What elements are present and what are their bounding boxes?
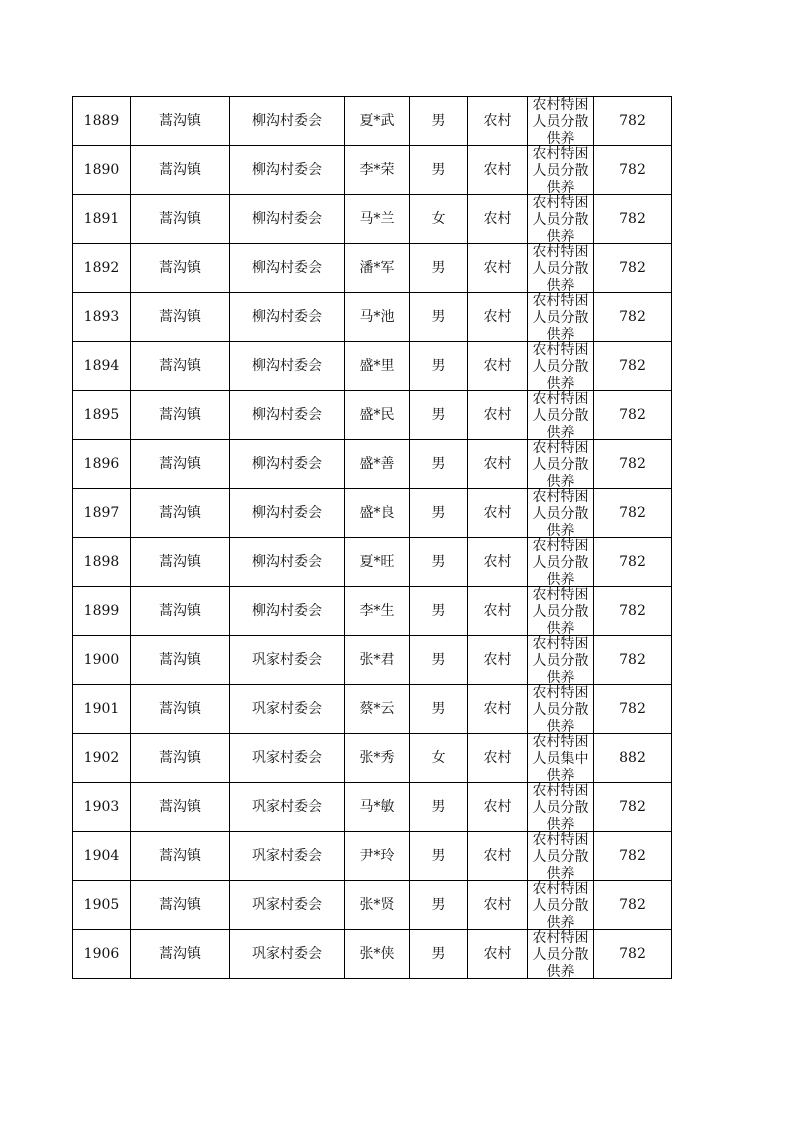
amount-cell: 782	[594, 244, 672, 293]
town-cell: 蒿沟镇	[131, 244, 230, 293]
row-number-cell: 1899	[73, 587, 131, 636]
table-row	[73, 636, 672, 685]
support-category-text: 农村特困人员分散供养	[532, 831, 589, 880]
town-cell: 蒿沟镇	[131, 783, 230, 832]
area-type-cell: 农村	[468, 146, 528, 195]
village-committee-cell: 巩家村委会	[230, 685, 345, 734]
row-number-cell: 1904	[73, 832, 131, 881]
area-type-cell: 农村	[468, 293, 528, 342]
person-name-cell: 李*生	[345, 587, 410, 636]
table-row	[73, 293, 672, 342]
area-type-cell: 农村	[468, 685, 528, 734]
support-category-cell	[528, 538, 594, 587]
support-category-cell	[528, 244, 594, 293]
town-cell: 蒿沟镇	[131, 734, 230, 783]
support-category-cell	[528, 685, 594, 734]
row-number-cell: 1897	[73, 489, 131, 538]
village-committee-cell: 柳沟村委会	[230, 195, 345, 244]
support-category-text: 农村特困人员分散供养	[532, 880, 589, 929]
table-row	[73, 97, 672, 146]
support-category-cell	[528, 832, 594, 881]
support-category-text: 农村特困人员分散供养	[532, 292, 589, 341]
support-category-text: 农村特困人员集中供养	[532, 733, 589, 782]
table-row	[73, 832, 672, 881]
support-category-text: 农村特困人员分散供养	[532, 635, 589, 684]
support-category-text: 农村特困人员分散供养	[532, 96, 589, 145]
area-type-cell: 农村	[468, 587, 528, 636]
town-cell: 蒿沟镇	[131, 832, 230, 881]
table-row	[73, 342, 672, 391]
town-cell: 蒿沟镇	[131, 930, 230, 979]
town-cell: 蒿沟镇	[131, 195, 230, 244]
town-cell: 蒿沟镇	[131, 489, 230, 538]
gender-cell: 男	[410, 636, 468, 685]
gender-cell: 男	[410, 832, 468, 881]
table-row	[73, 685, 672, 734]
row-number-cell: 1905	[73, 881, 131, 930]
support-category-cell	[528, 587, 594, 636]
village-committee-cell: 柳沟村委会	[230, 440, 345, 489]
amount-cell: 782	[594, 587, 672, 636]
row-number-cell: 1898	[73, 538, 131, 587]
village-committee-cell: 柳沟村委会	[230, 538, 345, 587]
amount-cell: 782	[594, 881, 672, 930]
support-category-text: 农村特困人员分散供养	[532, 537, 589, 586]
amount-cell: 782	[594, 195, 672, 244]
person-name-cell: 马*敏	[345, 783, 410, 832]
gender-cell: 男	[410, 587, 468, 636]
town-cell: 蒿沟镇	[131, 881, 230, 930]
gender-cell: 男	[410, 489, 468, 538]
table-row	[73, 489, 672, 538]
support-category-cell	[528, 391, 594, 440]
gender-cell: 男	[410, 97, 468, 146]
area-type-cell: 农村	[468, 391, 528, 440]
area-type-cell: 农村	[468, 195, 528, 244]
person-name-cell: 李*荣	[345, 146, 410, 195]
support-category-text: 农村特困人员分散供养	[532, 684, 589, 733]
support-category-cell	[528, 293, 594, 342]
row-number-cell: 1894	[73, 342, 131, 391]
village-committee-cell: 柳沟村委会	[230, 293, 345, 342]
town-cell: 蒿沟镇	[131, 587, 230, 636]
support-category-text: 农村特困人员分散供养	[532, 439, 589, 488]
amount-cell: 782	[594, 930, 672, 979]
amount-cell: 782	[594, 685, 672, 734]
row-number-cell: 1903	[73, 783, 131, 832]
town-cell: 蒿沟镇	[131, 342, 230, 391]
amount-cell: 782	[594, 538, 672, 587]
person-name-cell: 蔡*云	[345, 685, 410, 734]
amount-cell: 782	[594, 440, 672, 489]
person-name-cell: 夏*武	[345, 97, 410, 146]
amount-cell: 782	[594, 783, 672, 832]
amount-cell: 782	[594, 391, 672, 440]
support-category-text: 农村特困人员分散供养	[532, 194, 589, 243]
row-number-cell: 1892	[73, 244, 131, 293]
gender-cell: 男	[410, 293, 468, 342]
village-committee-cell: 巩家村委会	[230, 636, 345, 685]
gender-cell: 男	[410, 538, 468, 587]
village-committee-cell: 巩家村委会	[230, 881, 345, 930]
support-category-cell	[528, 636, 594, 685]
person-name-cell: 夏*旺	[345, 538, 410, 587]
amount-cell: 782	[594, 97, 672, 146]
area-type-cell: 农村	[468, 97, 528, 146]
row-number-cell: 1900	[73, 636, 131, 685]
town-cell: 蒿沟镇	[131, 293, 230, 342]
amount-cell: 882	[594, 734, 672, 783]
gender-cell: 男	[410, 244, 468, 293]
area-type-cell: 农村	[468, 244, 528, 293]
person-name-cell: 张*侠	[345, 930, 410, 979]
amount-cell: 782	[594, 636, 672, 685]
village-committee-cell: 巩家村委会	[230, 930, 345, 979]
data-table	[72, 96, 672, 979]
person-name-cell: 潘*军	[345, 244, 410, 293]
support-category-text: 农村特困人员分散供养	[532, 782, 589, 831]
town-cell: 蒿沟镇	[131, 440, 230, 489]
area-type-cell: 农村	[468, 832, 528, 881]
gender-cell: 男	[410, 440, 468, 489]
support-category-text: 农村特困人员分散供养	[532, 390, 589, 439]
town-cell: 蒿沟镇	[131, 146, 230, 195]
person-name-cell: 马*兰	[345, 195, 410, 244]
town-cell: 蒿沟镇	[131, 685, 230, 734]
area-type-cell: 农村	[468, 342, 528, 391]
support-category-cell	[528, 146, 594, 195]
village-committee-cell: 巩家村委会	[230, 734, 345, 783]
table-row	[73, 930, 672, 979]
support-category-cell	[528, 930, 594, 979]
support-category-cell	[528, 97, 594, 146]
area-type-cell: 农村	[468, 440, 528, 489]
village-committee-cell: 柳沟村委会	[230, 146, 345, 195]
table-row	[73, 146, 672, 195]
gender-cell: 男	[410, 930, 468, 979]
area-type-cell: 农村	[468, 930, 528, 979]
town-cell: 蒿沟镇	[131, 97, 230, 146]
area-type-cell: 农村	[468, 734, 528, 783]
support-category-cell	[528, 783, 594, 832]
table-body	[73, 97, 672, 979]
person-name-cell: 尹*玲	[345, 832, 410, 881]
table-row	[73, 195, 672, 244]
village-committee-cell: 柳沟村委会	[230, 489, 345, 538]
village-committee-cell: 柳沟村委会	[230, 342, 345, 391]
support-category-text: 农村特困人员分散供养	[532, 488, 589, 537]
row-number-cell: 1906	[73, 930, 131, 979]
village-committee-cell: 柳沟村委会	[230, 97, 345, 146]
row-number-cell: 1889	[73, 97, 131, 146]
village-committee-cell: 柳沟村委会	[230, 391, 345, 440]
gender-cell: 男	[410, 391, 468, 440]
amount-cell: 782	[594, 832, 672, 881]
area-type-cell: 农村	[468, 489, 528, 538]
area-type-cell: 农村	[468, 881, 528, 930]
support-category-text: 农村特困人员分散供养	[532, 341, 589, 390]
table-row	[73, 538, 672, 587]
person-name-cell: 盛*里	[345, 342, 410, 391]
support-category-cell	[528, 342, 594, 391]
amount-cell: 782	[594, 342, 672, 391]
table-row	[73, 391, 672, 440]
support-category-cell	[528, 195, 594, 244]
area-type-cell: 农村	[468, 538, 528, 587]
person-name-cell: 盛*善	[345, 440, 410, 489]
support-category-cell	[528, 881, 594, 930]
village-committee-cell: 巩家村委会	[230, 832, 345, 881]
amount-cell: 782	[594, 146, 672, 195]
gender-cell: 男	[410, 342, 468, 391]
gender-cell: 女	[410, 734, 468, 783]
support-category-cell	[528, 489, 594, 538]
table-row	[73, 587, 672, 636]
table-row	[73, 440, 672, 489]
row-number-cell: 1896	[73, 440, 131, 489]
village-committee-cell: 柳沟村委会	[230, 244, 345, 293]
person-name-cell: 张*贤	[345, 881, 410, 930]
village-committee-cell: 巩家村委会	[230, 783, 345, 832]
support-category-text: 农村特困人员分散供养	[532, 243, 589, 292]
row-number-cell: 1890	[73, 146, 131, 195]
row-number-cell: 1893	[73, 293, 131, 342]
amount-cell: 782	[594, 293, 672, 342]
person-name-cell: 盛*民	[345, 391, 410, 440]
person-name-cell: 盛*良	[345, 489, 410, 538]
table-row	[73, 881, 672, 930]
table-row	[73, 734, 672, 783]
row-number-cell: 1895	[73, 391, 131, 440]
support-category-cell	[528, 440, 594, 489]
support-category-text: 农村特困人员分散供养	[532, 929, 589, 978]
town-cell: 蒿沟镇	[131, 538, 230, 587]
gender-cell: 女	[410, 195, 468, 244]
person-name-cell: 马*池	[345, 293, 410, 342]
town-cell: 蒿沟镇	[131, 391, 230, 440]
gender-cell: 男	[410, 146, 468, 195]
village-committee-cell: 柳沟村委会	[230, 587, 345, 636]
table-row	[73, 244, 672, 293]
gender-cell: 男	[410, 783, 468, 832]
support-category-text: 农村特困人员分散供养	[532, 145, 589, 194]
area-type-cell: 农村	[468, 783, 528, 832]
gender-cell: 男	[410, 685, 468, 734]
amount-cell: 782	[594, 489, 672, 538]
town-cell: 蒿沟镇	[131, 636, 230, 685]
row-number-cell: 1901	[73, 685, 131, 734]
row-number-cell: 1902	[73, 734, 131, 783]
gender-cell: 男	[410, 881, 468, 930]
person-name-cell: 张*君	[345, 636, 410, 685]
support-category-cell	[528, 734, 594, 783]
row-number-cell: 1891	[73, 195, 131, 244]
area-type-cell: 农村	[468, 636, 528, 685]
support-category-text: 农村特困人员分散供养	[532, 586, 589, 635]
table-row	[73, 783, 672, 832]
person-name-cell: 张*秀	[345, 734, 410, 783]
